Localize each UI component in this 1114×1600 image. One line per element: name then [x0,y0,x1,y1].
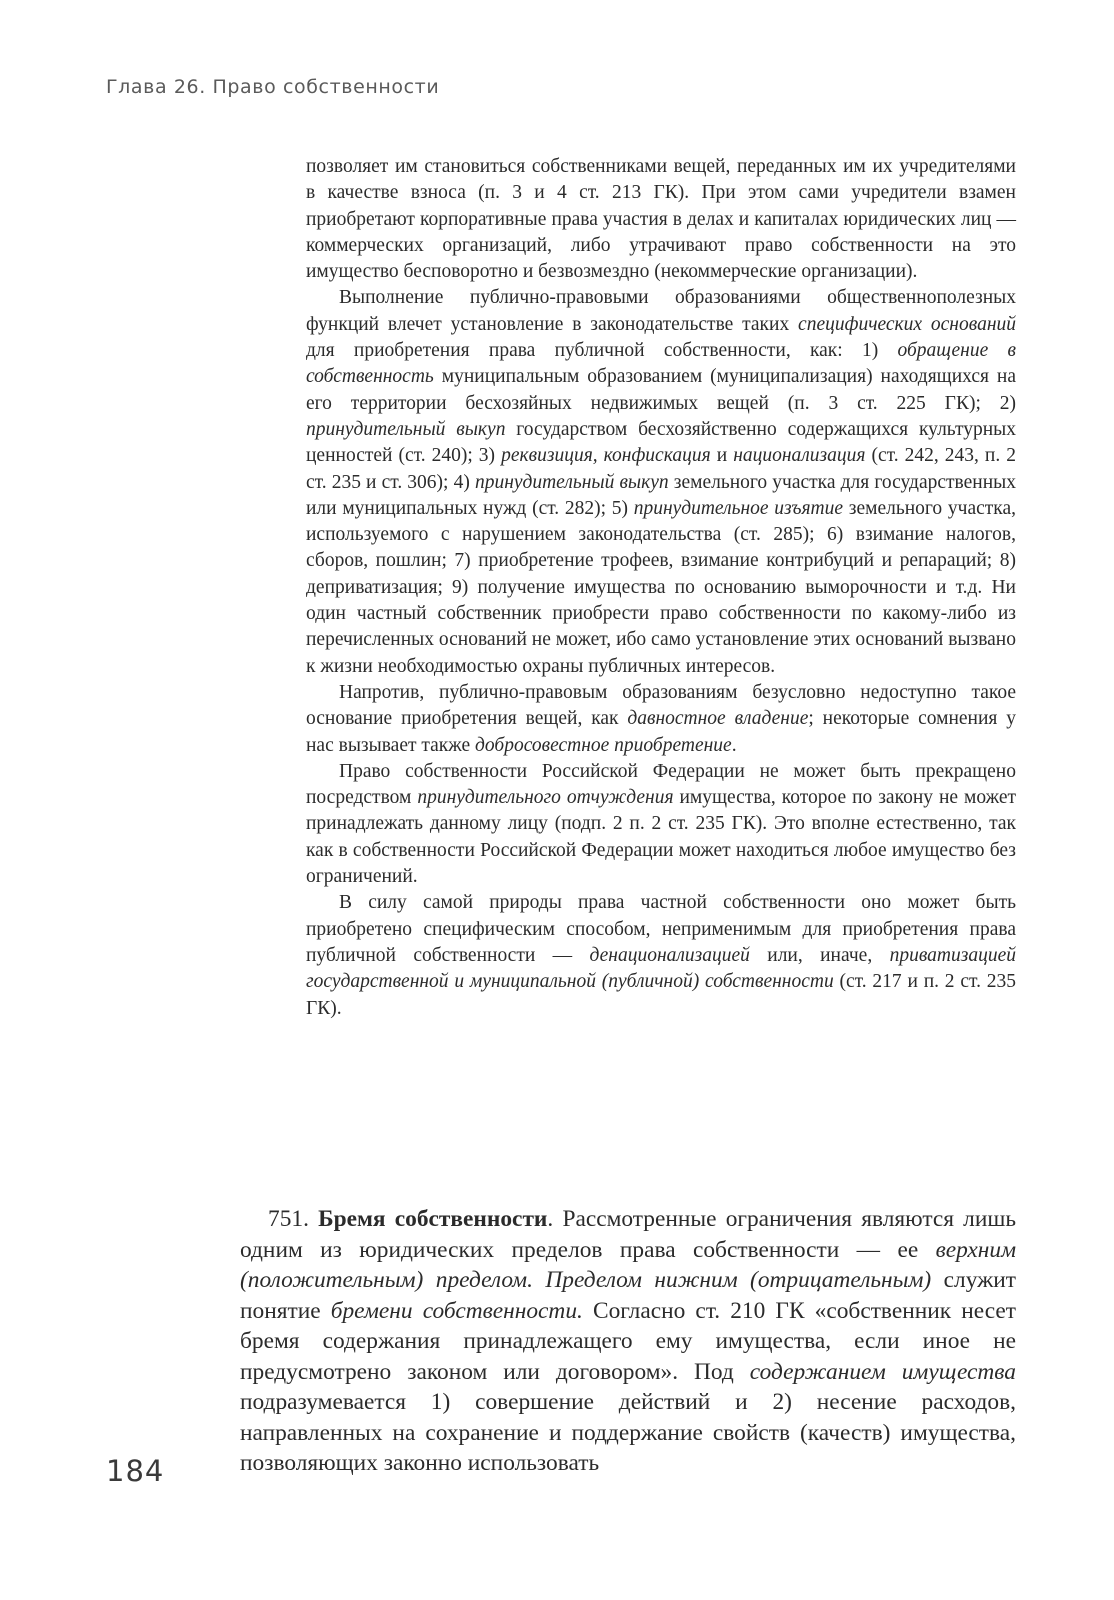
text-run: В силу самой природы права частной собственности оно может быть приобретено специфическим способом, неприменимым для приобретения права публичной собственности — [306,892,1016,966]
text-run: (ст. 217 и п. 2 ст. 235 ГК). [306,971,1017,1019]
text-run: Согласно ст. 210 ГК «собственник несет бремя содержания принадлежащего ему имущества, если иное не предусмотрено законом или договором». Под [240,1297,1016,1385]
text-run: земельного участка для государственных или муниципальных нужд (ст. 282); 5) [306,471,1016,519]
italic-term: реквизиция, конфискация [501,445,711,467]
italic-term: бремени собственности. [330,1297,583,1324]
body-text-small [306,154,1016,1022]
italic-term: верхним (положительным) пределом. Пределом нижним (отрицательным) [240,1236,1016,1293]
italic-term: принудительный выкуп [306,418,506,440]
italic-term: добросовестное приобретение [475,734,732,756]
text-run: государством бесхозяйственно содержащихся культурных ценностей (ст. 240); 3) [306,418,1017,467]
italic-term: принудительный выкуп [474,471,669,493]
text-run: подразумевается 1) совершение действий и 2) несение расходов, направленных на сохранение и поддержание свойств (качеств) имущества, позволяющих законно использовать [240,1389,1016,1476]
text-run: позволяет им становиться собственниками вещей, переданных им их учредителями в качестве взноса (п. 3 и 4 ст. 213 ГК). При этом сами учредители взамен приобретают корпоративные права участия в делах и капиталах юридических лиц — коммерческих организаций, либо утрачивают право собственности на это имущество бесповоротно и безвозмездно (некоммерческие организации). [306,156,1016,283]
italic-term: специфических оснований [798,313,1016,335]
text-run: . Рассмотренные ограничения являются лишь одним из юридических пределов права собственности — ее [240,1206,1017,1263]
paragraph [306,759,1016,890]
paragraph [306,890,1016,1021]
text-run: . [731,734,737,756]
text-run: Выполнение публично-правовыми образованиями общественнополезных функций влечет установление в законодательстве таких [306,287,1016,335]
italic-term: приватизацией государственной и муниципальной (публичной) собственности [306,944,1016,993]
section-number: 751. [268,1206,319,1232]
italic-term: обращение в собственность [306,340,1016,388]
section-heading: Бремя собственности [318,1206,548,1232]
body-text-large [240,1204,1016,1479]
italic-term: принудительное изъятие [633,497,844,519]
page-number: 184 [106,1454,165,1488]
text-run: земельного участка, используемого с нарушением законодательства (ст. 285); 6) взимание налогов, сборов, пошлин; 7) приобретение трофеев, взимание контрибуций и репараций; 8) деприватизация; 9) получение имущества по основанию выморочности и т.д. Ни один частный собственник приобрести право собственности по какому-либо из перечисленных оснований не может, ибо само установление этих оснований вызвано к жизни необходимостью охраны публичных интересов. [306,497,1016,677]
running-header: Глава 26. Право собственности [106,76,440,98]
paragraph [306,285,1016,679]
paragraph [306,154,1016,285]
text-run: или, иначе, [749,944,890,966]
text-run: Напротив, публично-правовым образованиям безусловно недоступно такое основание приобретения вещей, как [306,681,1016,730]
text-run: и [710,445,734,467]
text-run: муниципальным образованием (муниципализация) находящихся на его территории бесхозяйных недвижимых вещей (п. 3 ст. 225 ГК); 2) [306,366,1016,414]
text-run: имущества, которое по закону не может принадлежать данному лицу (подп. 2 п. 2 ст. 235 ГК). Это вполне естественно, так как в собственности Российской Федерации может находиться любое имущество без ограничений. [306,787,1016,888]
text-run: Право собственности Российской Федерации не может быть прекращено посредством [306,760,1016,809]
text-run: ; некоторые сомнения у нас вызывает также [306,708,1016,756]
paragraph [306,680,1016,759]
italic-term: принудительного отчуждения [417,787,674,809]
text-run: (ст. 242, 243, п. 2 ст. 235 и ст. 306); 4) [306,445,1017,493]
italic-term: денационализацией [589,944,750,966]
italic-term: содержанием имущества [749,1358,1016,1385]
text-run: для приобретения права публичной собственности, как: 1) [306,340,898,362]
italic-term: национализация [733,445,866,467]
section-paragraph [240,1204,1016,1479]
italic-term: давностное владение [627,708,809,730]
text-run: служит понятие [240,1267,1016,1324]
